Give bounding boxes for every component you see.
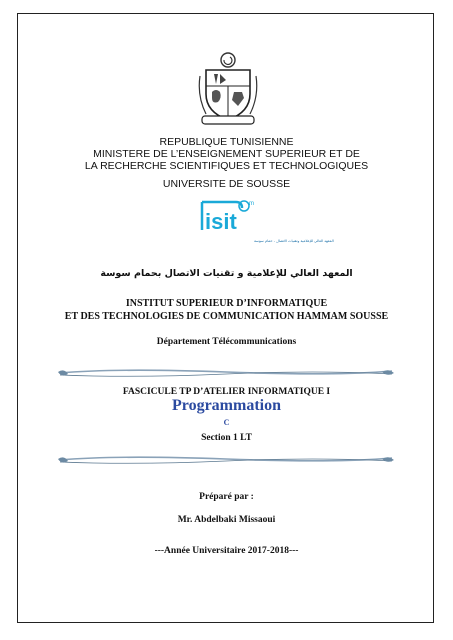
institute-line-2: ET DES TECHNOLOGIES DE COMMUNICATION HAMMAM SOUSSE	[64, 311, 389, 322]
logo-arabic-caption: المعهد العالي للإعلامية وتقنيات الاتصال - حمام سوسة	[254, 239, 334, 243]
institute-line-1: INSTITUT SUPERIEUR D’INFORMATIQUE	[125, 298, 328, 309]
fascicule-title: FASCICULE TP D’ATELIER INFORMATIQUE I	[122, 387, 331, 397]
university-name: UNIVERSITE DE SOUSSE	[162, 178, 291, 190]
course-title: Programmation	[171, 397, 281, 414]
ornamental-divider-top	[56, 366, 396, 380]
section-label: Section 1 LT	[201, 433, 252, 443]
ornamental-divider-bottom	[56, 453, 396, 467]
institute-name	[0, 297, 453, 323]
logo-superscript: m	[249, 201, 254, 207]
department-name: Département Télécommunications	[156, 337, 297, 347]
header-line-republic: REPUBLIQUE TUNISIENNE	[159, 136, 294, 148]
academic-year: ---Année Universitaire 2017-2018---	[154, 546, 299, 556]
ministry-header	[0, 136, 453, 172]
logo-text: isit	[205, 209, 237, 234]
isitcom-logo	[196, 196, 334, 252]
header-line-ministry: MINISTERE DE L’ENSEIGNEMENT SUPERIEUR ET DE	[93, 148, 360, 160]
header-line-research: LA RECHERCHE SCIENTIFIQUES ET TECHNOLOGIQUES	[84, 160, 369, 172]
course-language: C	[223, 418, 230, 427]
author-name: Mr. Abdelbaki Missaoui	[177, 515, 276, 525]
institute-arabic-name: المعهد العالي للإعلامية و تقنيات الاتصال بحمام سوسة	[100, 268, 353, 279]
tunisia-coat-of-arms-emblem	[196, 50, 260, 130]
prepared-by-label: Préparé par :	[199, 492, 254, 502]
